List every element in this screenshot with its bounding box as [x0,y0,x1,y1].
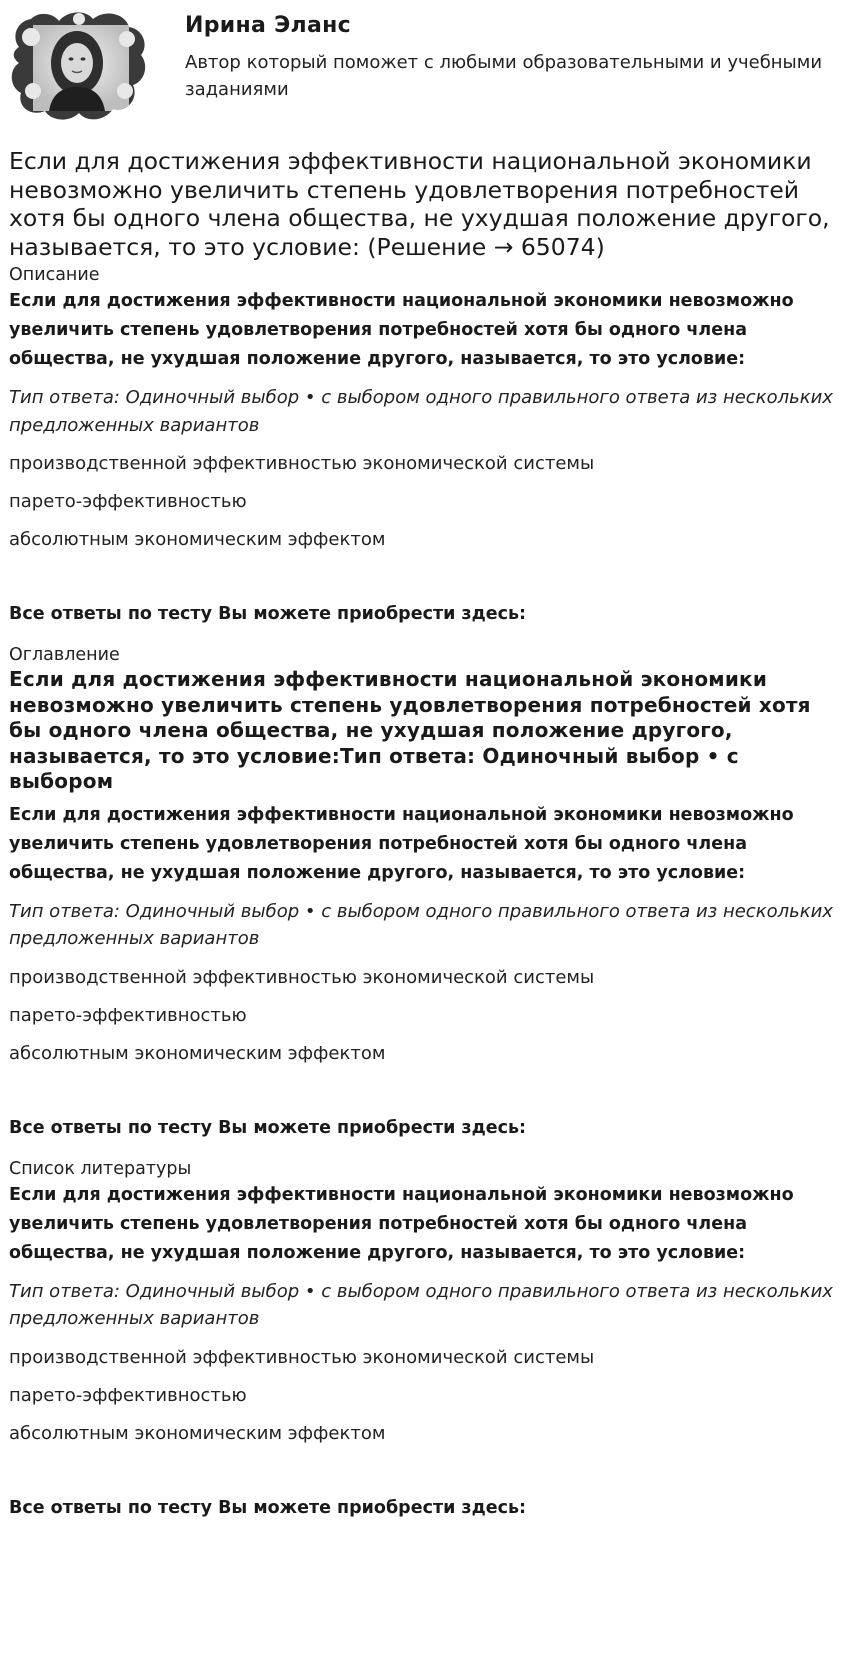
answer-option: парето-эффективностью [9,1004,247,1026]
section-label-toc: Оглавление [9,645,120,665]
buy-answers-text: Все ответы по тесту Вы можете приобрести здесь: [9,1117,527,1138]
answer-type: Тип ответа: Одиночный выбор • с выбором одного правильного ответа из нескольких предложенных вариантов [9,387,833,436]
author-description: Автор который поможет с любыми образовательными и учебными заданиями [185,52,823,100]
question-text: Если для достижения эффективности национальной экономики невозможно увеличить степень удовлетворения потребностей хотя бы одного члена общества, не ухудшая положение другого, называется, то это условие: [9,804,794,883]
section-label-description: Описание [9,265,100,285]
page-title: Если для достижения эффективности национальной экономики невозможно увеличить степень удовлетворения потребностей хотя бы одного члена общества, не ухудшая положение другого, называется, то это условие: (Решение → 65074) [9,147,830,261]
answer-option: парето-эффективностью [9,491,247,512]
answer-option: парето-эффективностью [9,1384,247,1406]
buy-answers-text: Все ответы по тесту Вы можете приобрести здесь: [9,1497,527,1518]
page [9,0,839,1521]
answer-option: производственной эффективностью экономической системы [9,966,595,988]
literature-section [9,1157,839,1521]
author-card [9,0,839,132]
section-label-literature: Список литературы [9,1158,192,1179]
answer-type: Тип ответа: Одиночный выбор • с выбором одного правильного ответа из нескольких предложенных вариантов [9,900,833,949]
author-name[interactable]: Ирина Эланс [185,13,351,38]
question-text: Если для достижения эффективности национальной экономики невозможно увеличить степень удовлетворения потребностей хотя бы одного члена общества, не ухудшая положение другого, называется, то это условие: [9,291,794,369]
answer-option: производственной эффективностью экономической системы [9,1346,595,1368]
answer-option: производственной эффективностью экономической системы [9,453,595,474]
buy-answers-text: Все ответы по тесту Вы можете приобрести здесь: [9,604,527,624]
answer-option: абсолютным экономическим эффектом [9,1042,386,1064]
toc-heading: Если для достижения эффективности национальной экономики невозможно увеличить степень удовлетворения потребностей хотя бы одного члена общества, не ухудшая положение другого, называется, то это условие:Тип ответа: Одиночный выбор • с выбором [9,667,811,793]
answer-option: абсолютным экономическим эффектом [9,529,386,550]
answer-type: Тип ответа: Одиночный выбор • с выбором одного правильного ответа из нескольких предложенных вариантов [9,1280,833,1329]
answer-option: абсолютным экономическим эффектом [9,1422,386,1444]
toc-section [9,643,839,1141]
author-avatar[interactable] [9,7,149,125]
description-section [9,263,839,627]
question-text: Если для достижения эффективности национальной экономики невозможно увеличить степень удовлетворения потребностей хотя бы одного члена общества, не ухудшая положение другого, называется, то это условие: [9,1184,794,1263]
